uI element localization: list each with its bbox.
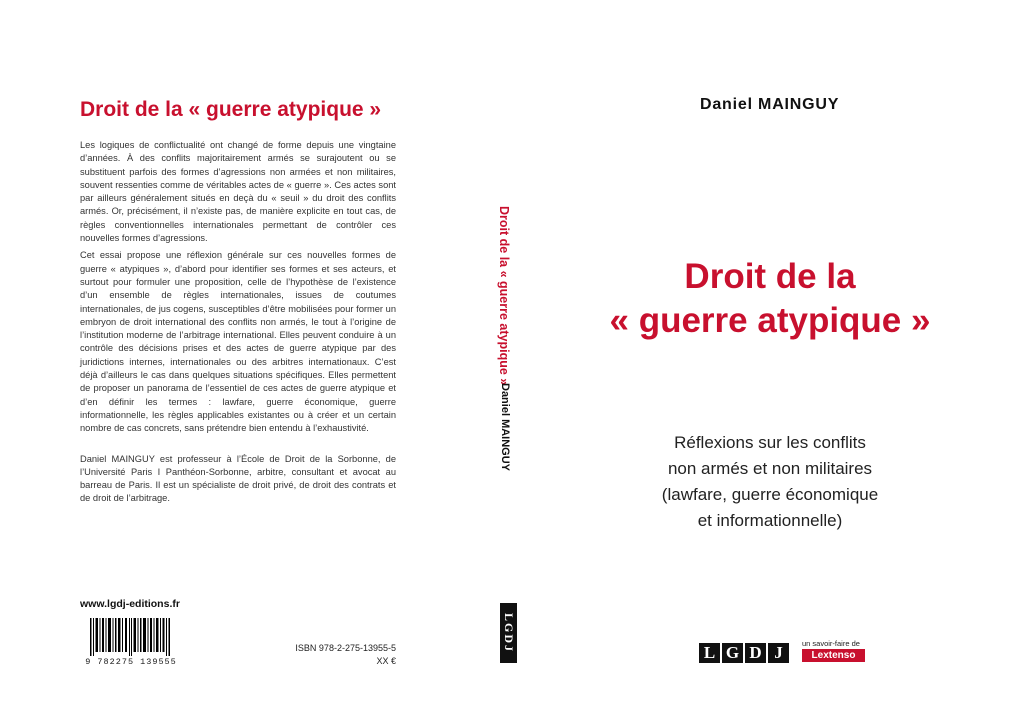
logo-letter: J bbox=[768, 643, 789, 663]
spine-title: Droit de la « guerre atypique » bbox=[497, 206, 511, 386]
subtitle-line-2: non armés et non militaires bbox=[667, 459, 873, 478]
subtitle-line-1: Réflexions sur les conflits bbox=[674, 433, 866, 452]
subtitle-line-4: et informationnelle) bbox=[697, 511, 843, 530]
logo-letter: G bbox=[722, 643, 743, 663]
lgdj-logo bbox=[699, 643, 791, 663]
price: XX € bbox=[376, 656, 396, 666]
front-author: Daniel MAINGUY bbox=[700, 96, 840, 113]
summary-paragraph-2: Cet essai propose une réflexion générale sur ces nouvelles formes de guerre « atypiques », d’abord pour identifier ses formes et ses acteurs, et surtout pour formuler une proposition, celle de l’hypothèse de l’existence d’un ensemble de règles internationales, issues de coutumes internationales, de jus cogens, susceptibles d’être mobilisées pour former un embryon de droit international des conflits non armés, le tout à l’origine de l’institution moderne de l’arbitrage international. Elles peuvent conduire à un contrôle des décisions prises et des actes de guerre atypique par des juridictions internes, internationales ou des arbitres internationaux. C’est déjà d’ailleurs le cas dans quelques situations spécifiques. Elles permettent de proposer un panorama de l’essentiel de ces actes de guerre atypique et d’en définir les termes : lawfare, guerre économique, guerre informationnelle, les règles applicables existantes ou à créer et un certain nombre de cas concrets, sans prétendre bien entendu à l’exhaustivité. bbox=[80, 250, 396, 434]
savoir-faire-label: un savoir-faire de bbox=[802, 639, 860, 648]
lextenso-logo: Lextenso bbox=[802, 649, 865, 662]
summary-paragraph-1: Les logiques de conflictualité ont changé de forme depuis une vingtaine d’années. À des conflits majoritairement armés se surajoutent ou se substituent parfois des formes d’agressions non armées et non militaires, souvent ressenties comme de véritables actes de « guerre ». Ces actes sont par ailleurs généralement situés en deçà du « seuil » du droit des conflits armés. Or, précisément, il n’existe pas, de manière explicite en tout cas, de règles conventionnelles internationales permettant de contrôler ces nouvelles formes d’agressions. bbox=[80, 140, 396, 244]
back-cover bbox=[0, 0, 476, 708]
isbn-block bbox=[270, 642, 396, 668]
logo-letter: D bbox=[745, 643, 766, 663]
barcode-digits: 9 782275 139555 bbox=[85, 657, 177, 667]
isbn-number: ISBN 978-2-275-13955-5 bbox=[295, 643, 396, 653]
front-title-line-2: « guerre atypique » bbox=[609, 301, 931, 340]
spine-author: Daniel MAINGUY bbox=[499, 383, 511, 472]
barcode-bars-icon bbox=[90, 618, 172, 656]
subtitle-line-3: (lawfare, guerre économique bbox=[661, 485, 879, 504]
barcode bbox=[80, 615, 182, 667]
front-title-line-1: Droit de la bbox=[684, 257, 856, 296]
back-cover-text bbox=[80, 139, 396, 510]
back-cover-title: Droit de la « guerre atypique » bbox=[80, 98, 382, 121]
front-subtitle bbox=[610, 430, 930, 534]
author-bio: Daniel MAINGUY est professeur à l’École de Droit de la Sorbonne, de l’Université Paris I Panthéon-Sorbonne, arbitre, consultant et avocat au barreau de Paris. Il est un spécialiste de droit privé, de droit des contrats et de droit de l’arbitrage. bbox=[80, 453, 396, 504]
spine-publisher-logo: LGDJ bbox=[500, 603, 517, 663]
publisher-website: www.lgdj-editions.fr bbox=[80, 598, 180, 610]
front-title bbox=[560, 255, 980, 343]
logo-letter: L bbox=[699, 643, 720, 663]
